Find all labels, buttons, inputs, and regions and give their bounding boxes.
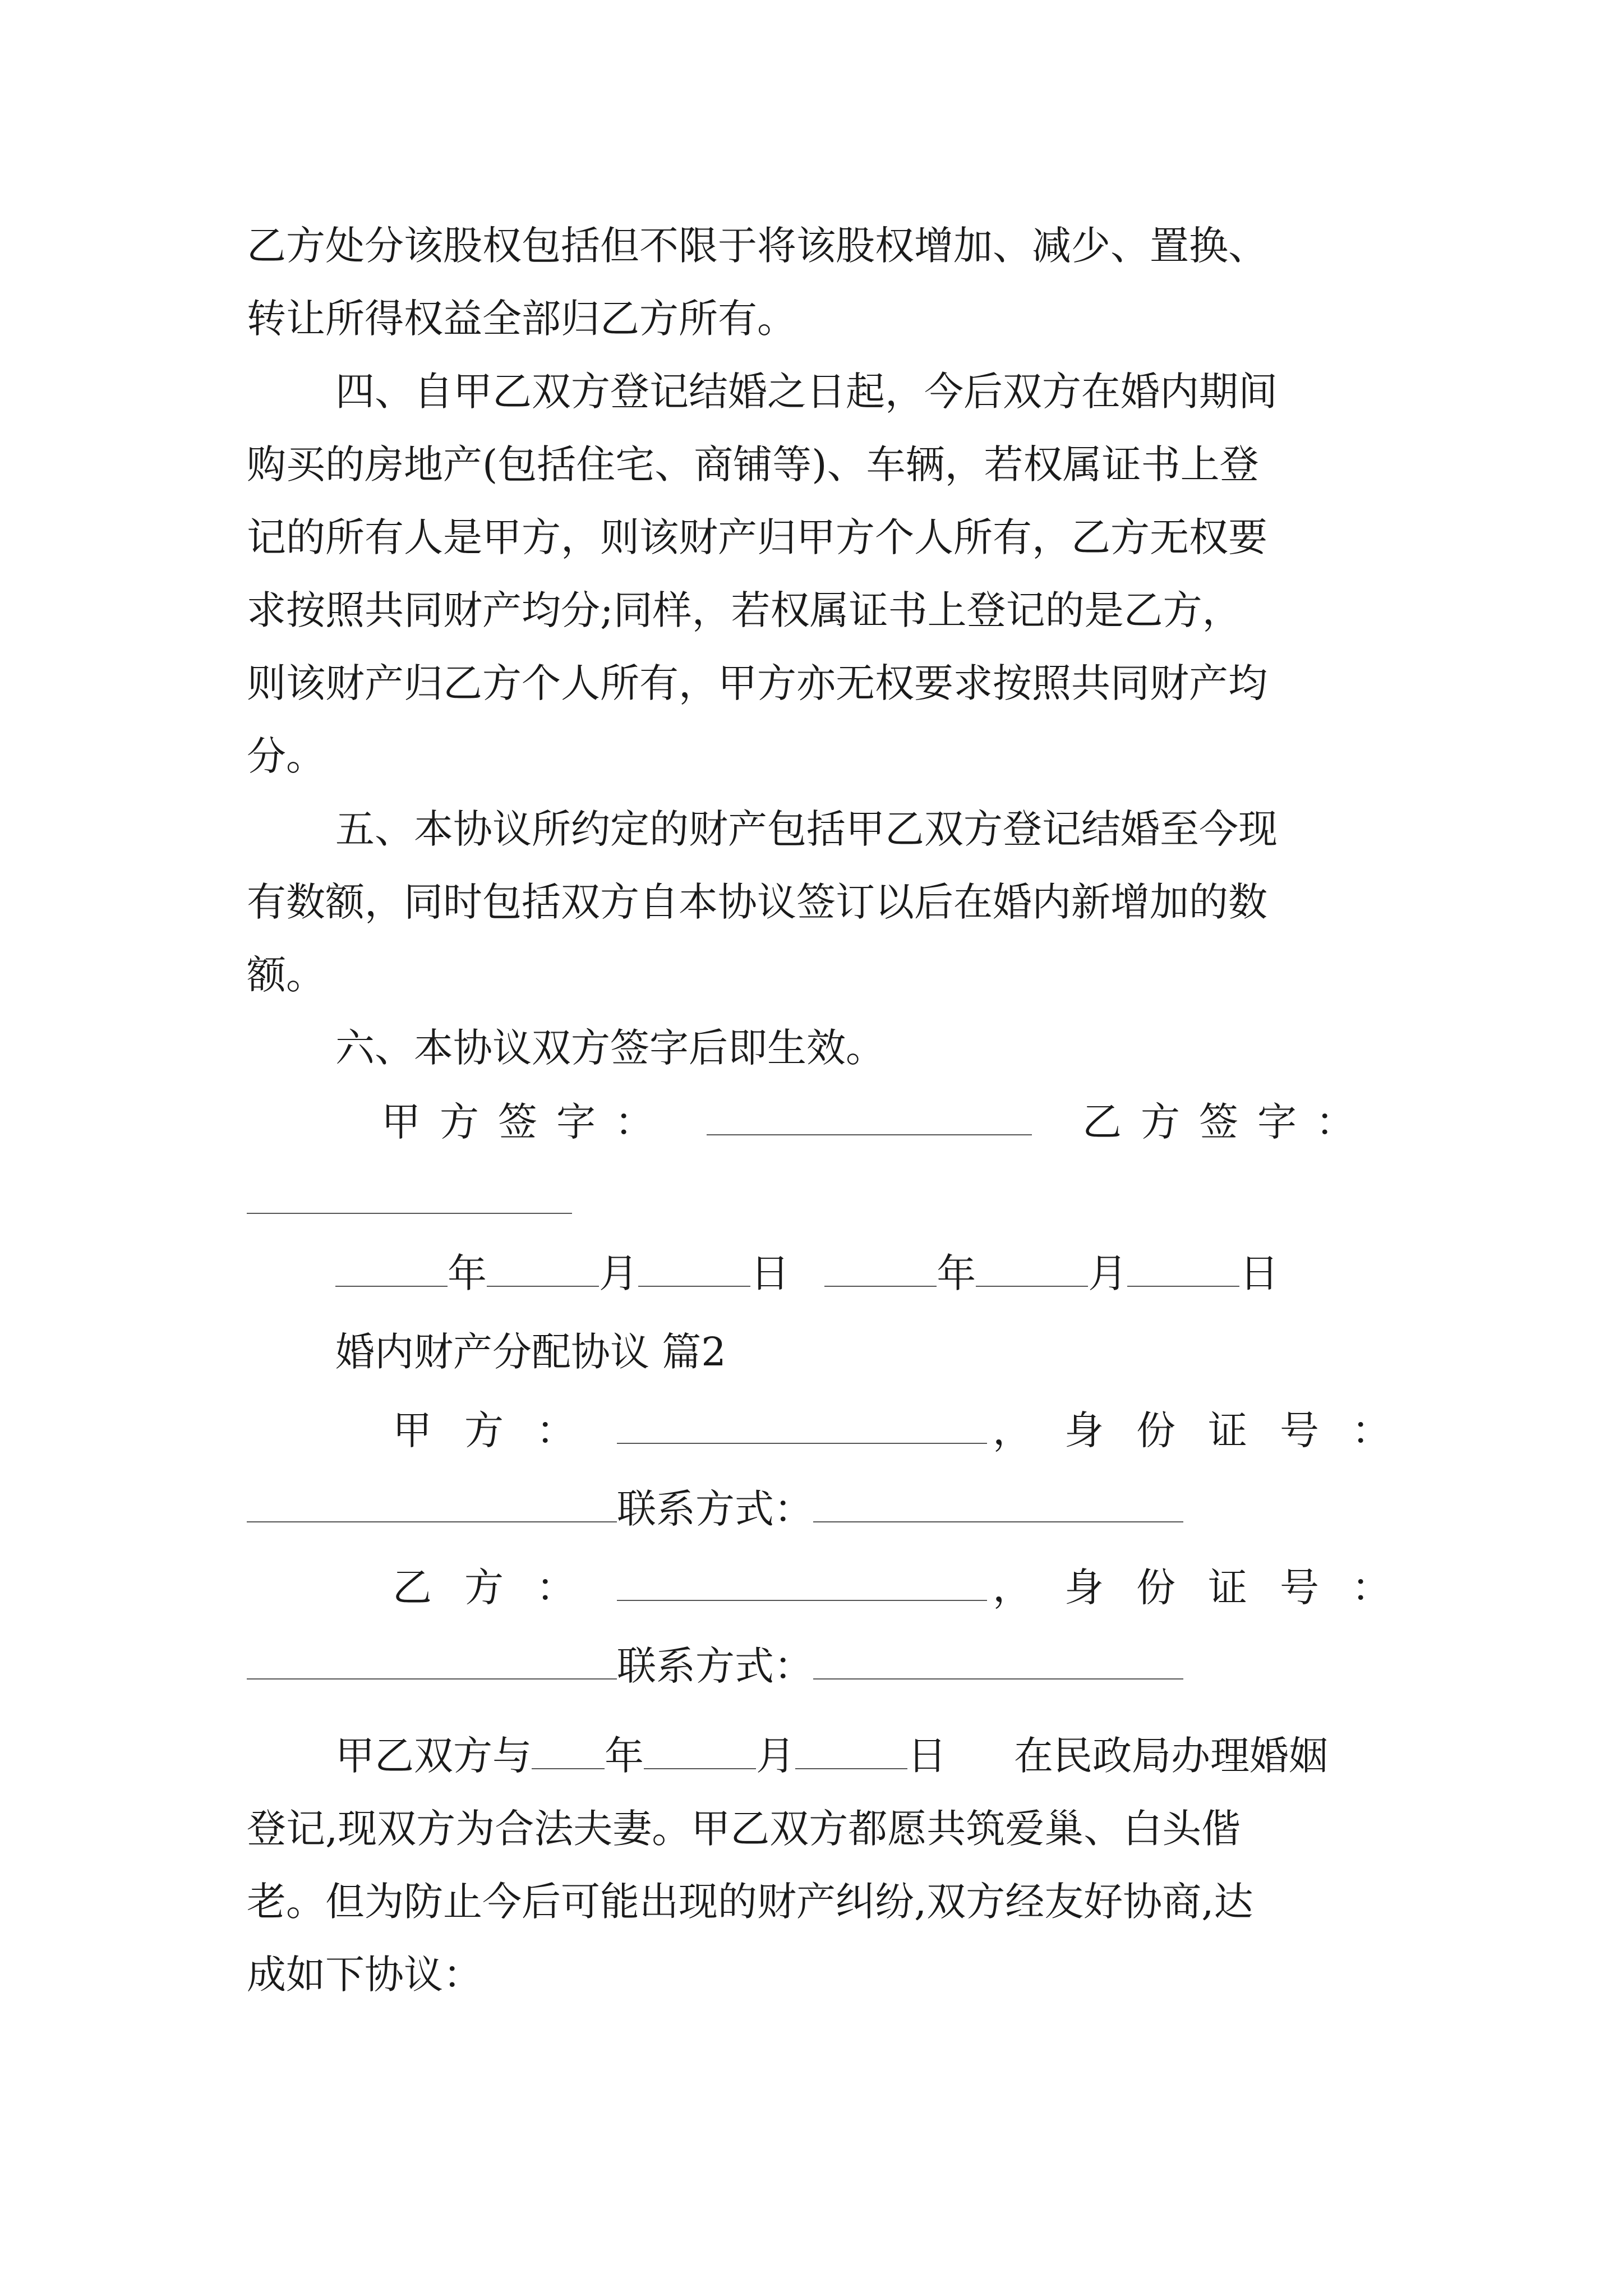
date-b-day-field[interactable] bbox=[1127, 1249, 1239, 1287]
marriage-day-label: 日 bbox=[907, 1733, 947, 1779]
party-b-contact-row bbox=[247, 1638, 1183, 1694]
party-a-label: 甲方： bbox=[393, 1407, 608, 1453]
party-a-signature-field[interactable] bbox=[707, 1094, 1032, 1150]
party-b-label: 乙方： bbox=[393, 1565, 608, 1611]
date-line bbox=[335, 1245, 1279, 1301]
date-a-month-field[interactable] bbox=[487, 1249, 599, 1287]
marriage-month-field[interactable] bbox=[644, 1731, 756, 1769]
year-label: 年 bbox=[937, 1250, 976, 1296]
text-line-9: 五、本协议所约定的财产包括甲乙双方登记结婚至今现 bbox=[335, 806, 1278, 852]
party-a-contact-label: 联系方式： bbox=[617, 1486, 813, 1532]
party-b-contact-label: 联系方式： bbox=[617, 1643, 813, 1689]
marriage-line-2: 登记,现双方为合法夫妻。甲乙双方都愿共筑爱巢、白头偕 bbox=[247, 1806, 1241, 1852]
marriage-line-3: 老。但为防止今后可能出现的财产纠纷,双方经友好协商,达 bbox=[247, 1879, 1253, 1925]
party-b-signature-label: 乙方签字： bbox=[1082, 1099, 1374, 1145]
month-label: 月 bbox=[1088, 1250, 1128, 1296]
marriage-year-field[interactable] bbox=[532, 1731, 605, 1769]
party-a-name-field[interactable] bbox=[617, 1402, 987, 1458]
day-label: 日 bbox=[1239, 1250, 1279, 1296]
section-title: 婚内财产分配协议 篇2 bbox=[335, 1329, 726, 1375]
text-line-12: 六、本协议双方签字后即生效。 bbox=[335, 1025, 885, 1071]
party-a-id-label: ，身份证号： bbox=[993, 1407, 1423, 1453]
marriage-line-1 bbox=[335, 1728, 1328, 1784]
party-b-id-field[interactable] bbox=[247, 1641, 617, 1680]
party-b-id-label: ，身份证号： bbox=[993, 1565, 1423, 1611]
date-a-day-field[interactable] bbox=[638, 1249, 750, 1287]
marriage-suffix: 在民政局办理婚姻 bbox=[1014, 1733, 1328, 1779]
text-line-10: 有数额，同时包括双方自本协议签订以后在婚内新增加的数 bbox=[247, 879, 1267, 925]
party-b-name-field[interactable] bbox=[617, 1559, 987, 1616]
party-a-signature-label: 甲方签字： bbox=[381, 1099, 673, 1145]
day-label: 日 bbox=[750, 1250, 790, 1296]
text-line-5: 记的所有人是甲方，则该财产归甲方个人所有，乙方无权要 bbox=[247, 514, 1267, 560]
text-line-8: 分。 bbox=[247, 733, 325, 779]
text-line-2: 转让所得权益全部归乙方所有。 bbox=[247, 296, 796, 342]
month-label: 月 bbox=[599, 1250, 638, 1296]
marriage-line-4: 成如下协议： bbox=[247, 1952, 482, 1998]
marriage-prefix: 甲乙双方与 bbox=[335, 1733, 532, 1779]
marriage-year-label: 年 bbox=[605, 1733, 644, 1779]
text-line-1: 乙方处分该股权包括但不限于将该股权增加、减少、置换、 bbox=[247, 223, 1267, 269]
party-a-contact-field[interactable] bbox=[813, 1484, 1183, 1522]
date-b-year-field[interactable] bbox=[824, 1249, 937, 1287]
text-line-3: 四、自甲乙双方登记结婚之日起，今后双方在婚内期间 bbox=[335, 369, 1278, 415]
year-label: 年 bbox=[448, 1250, 487, 1296]
text-line-6: 求按照共同财产均分;同样，若权属证书上登记的是乙方， bbox=[247, 587, 1242, 633]
party-b-signature-field[interactable] bbox=[247, 1172, 572, 1228]
text-line-11: 额。 bbox=[247, 952, 325, 998]
party-a-contact-row bbox=[247, 1481, 1183, 1537]
party-b-contact-field[interactable] bbox=[813, 1641, 1183, 1680]
marriage-day-field[interactable] bbox=[795, 1731, 907, 1769]
date-b-month-field[interactable] bbox=[976, 1249, 1088, 1287]
text-line-7: 则该财产归乙方个人所有，甲方亦无权要求按照共同财产均 bbox=[247, 660, 1267, 706]
marriage-month-label: 月 bbox=[756, 1733, 795, 1779]
date-a-year-field[interactable] bbox=[335, 1249, 448, 1287]
party-a-id-field[interactable] bbox=[247, 1484, 617, 1522]
text-line-4: 购买的房地产(包括住宅、商铺等)、车辆，若权属证书上登 bbox=[247, 441, 1259, 487]
